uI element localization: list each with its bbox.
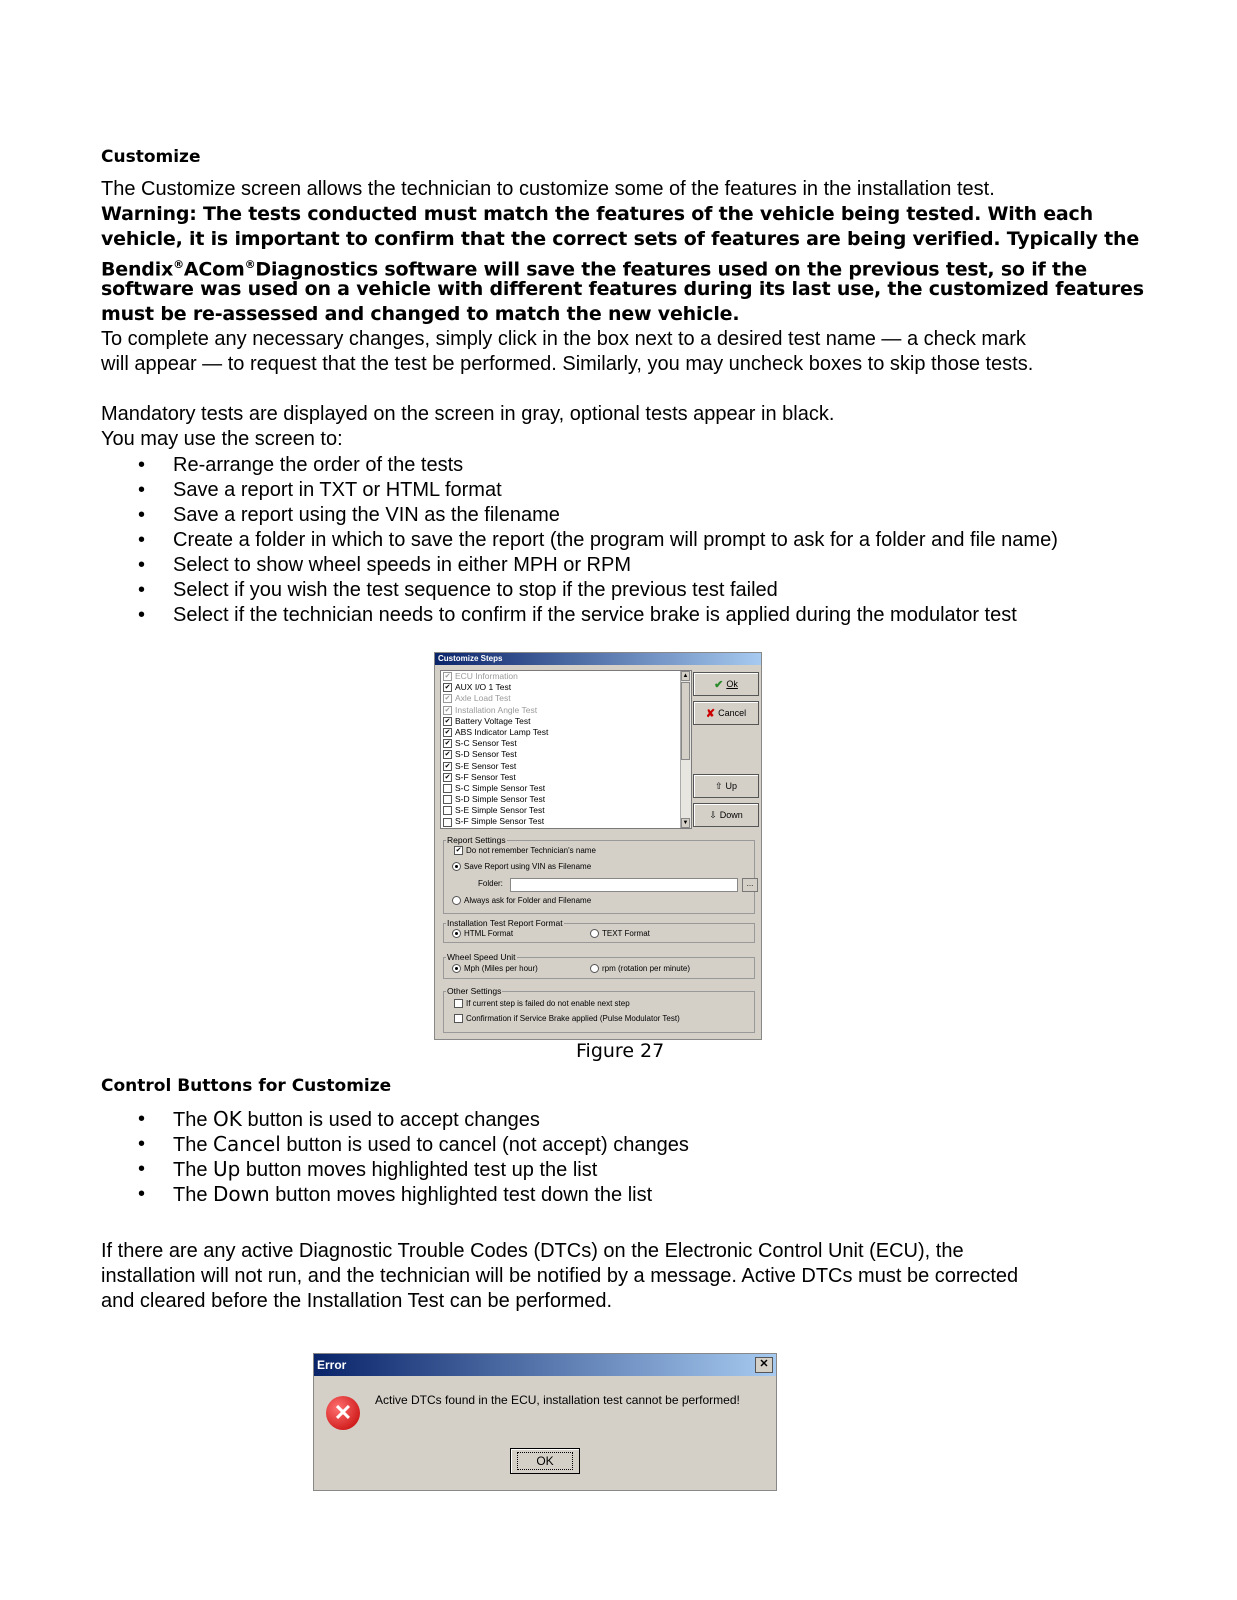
bullet-pre: The (173, 1184, 214, 1206)
dialog-title: Customize Steps (435, 653, 761, 665)
use-intro: You may use the screen to: (101, 428, 343, 450)
report-settings-group (443, 835, 755, 914)
x-icon: ✘ (705, 707, 716, 720)
checkbox-icon[interactable] (443, 795, 452, 804)
checkbox-checked-icon[interactable]: ✔ (444, 729, 451, 737)
warning-line-3-rest: Diagnostics software will save the features used on the previous test, so if the (255, 258, 1087, 281)
customize-steps-dialog (434, 652, 762, 1040)
checkbox-checked-icon[interactable]: ✔ (444, 762, 451, 770)
test-label: S-C Simple Sensor Test (455, 782, 546, 793)
down-button[interactable] (693, 803, 759, 827)
test-label: ECU Information (455, 671, 518, 681)
bullet-icon: • (138, 529, 146, 551)
radio-label: Save Report using VIN as Filename (464, 862, 592, 871)
dtc-line-2: installation will not run, and the technician will be notified by a message. Active DTCs must be corrected (101, 1265, 1019, 1287)
bullet-text (173, 1132, 689, 1158)
mandatory-note: Mandatory tests are displayed on the screen in gray, optional tests appear in black. (101, 403, 835, 425)
checkbox-checked-icon[interactable]: ✔ (444, 706, 451, 714)
bullet-icon: • (138, 1158, 146, 1180)
scroll-thumb[interactable] (681, 682, 690, 760)
group-legend: Other Settings (447, 986, 502, 996)
error-dialog-title (314, 1354, 776, 1376)
bullet-icon: • (138, 504, 146, 526)
checkbox-icon[interactable] (443, 784, 452, 793)
cancel-button[interactable] (693, 701, 759, 725)
test-list-item[interactable] (441, 727, 691, 738)
radio-icon (590, 929, 599, 938)
ok-label: Ok (726, 679, 738, 689)
other-settings-group (443, 986, 755, 1033)
test-label: Battery Voltage Test (455, 715, 531, 726)
close-icon[interactable]: ✕ (755, 1357, 773, 1373)
test-list-item[interactable] (441, 693, 691, 704)
bullet-text: Re-arrange the order of the tests (173, 454, 464, 476)
bullet-text (173, 1107, 540, 1133)
checkmark-icon: ✔ (714, 678, 724, 691)
html-format-radio[interactable] (452, 929, 513, 938)
complete-line-1: To complete any necessary changes, simply click in the box next to a desired test name — a check mark (101, 328, 1026, 350)
bullet-pre: The (173, 1134, 214, 1156)
bullet-icon: • (138, 554, 146, 576)
checkbox-label: Confirmation if Service Brake applied (Pulse Modulator Test) (466, 1014, 680, 1023)
checkbox-checked-icon[interactable]: ✔ (444, 773, 451, 781)
dtc-line-3: and cleared before the Installation Test can be performed. (101, 1290, 613, 1312)
stop-on-fail-checkbox[interactable] (452, 999, 630, 1008)
radio-label: Always ask for Folder and Filename (464, 896, 592, 905)
test-label: Axle Load Test (455, 693, 511, 704)
bullet-text: Select if the technician needs to confirm if the service brake is applied during the modulator test (173, 604, 1017, 626)
scroll-down-arrow-icon[interactable]: ▼ (682, 820, 689, 826)
group-legend: Report Settings (447, 835, 506, 845)
bullet-icon: • (138, 1108, 146, 1130)
text-format-radio[interactable] (590, 929, 650, 938)
test-list-item[interactable] (441, 705, 691, 716)
arrow-up-icon: ⇧ (714, 780, 723, 791)
bullet-text (173, 1182, 652, 1208)
radio-icon (452, 896, 461, 905)
button-name: OK (213, 1107, 242, 1131)
registered-mark: ® (244, 258, 256, 271)
test-label: ABS Indicator Lamp Test (455, 726, 549, 737)
checkbox-icon (454, 999, 463, 1008)
test-label: S-D Sensor Test (455, 749, 517, 760)
bullet-icon: • (138, 1183, 146, 1205)
test-list-item[interactable] (441, 761, 691, 772)
bullet-post: button moves highlighted test up the list (240, 1159, 598, 1181)
bullet-text: Save a report in TXT or HTML format (173, 479, 502, 501)
bullet-post: button is used to cancel (not accept) changes (280, 1134, 689, 1156)
arrow-down-icon: ⇩ (709, 809, 717, 820)
test-list-item[interactable] (441, 738, 691, 749)
up-label: Up (725, 781, 738, 791)
checkbox-checked-icon[interactable]: ✔ (444, 673, 451, 681)
test-list-item[interactable] (441, 671, 691, 682)
group-legend: Installation Test Report Format (447, 918, 563, 928)
test-label: AUX I/O 1 Test (455, 682, 512, 693)
radio-selected-icon (452, 929, 461, 938)
bullet-text: Select if you wish the test sequence to stop if the previous test failed (173, 579, 778, 601)
checkbox-icon (454, 1014, 463, 1023)
checkbox-label: If current step is failed do not enable next step (466, 999, 630, 1008)
ok-button[interactable] (693, 672, 759, 696)
test-label: S-E Sensor Test (455, 760, 517, 771)
checkbox-checked-icon[interactable]: ✔ (444, 740, 451, 748)
bullet-pre: The (173, 1159, 214, 1181)
test-label: S-D Simple Sensor Test (455, 794, 546, 805)
checkbox-label: Do not remember Technician's name (466, 846, 596, 855)
mph-radio[interactable] (452, 964, 538, 973)
checkbox-checked-icon[interactable]: ✔ (444, 684, 451, 692)
test-list-item[interactable] (441, 716, 691, 727)
registered-mark: ® (173, 258, 184, 271)
warning-line-1: Warning: The tests conducted must match the features of the vehicle being tested. With each (101, 203, 1093, 225)
bullet-text: Select to show wheel speeds in either MPH or RPM (173, 554, 631, 576)
test-list[interactable] (440, 670, 692, 829)
radio-selected-icon (452, 964, 461, 973)
scroll-up-arrow-icon[interactable]: ▲ (682, 673, 689, 679)
up-button[interactable] (693, 774, 759, 798)
brand-acom: ACom (183, 258, 245, 281)
test-label: S-F Sensor Test (455, 771, 516, 782)
brand-bendix: Bendix (101, 258, 174, 281)
list-scrollbar[interactable] (680, 671, 691, 828)
bullet-icon: • (138, 579, 146, 601)
wheel-speed-group (443, 952, 755, 979)
bullet-post: button moves highlighted test down the list (269, 1184, 653, 1206)
test-list-item[interactable] (441, 794, 691, 805)
checkbox-icon[interactable] (443, 818, 452, 827)
warning-line-2: vehicle, it is important to confirm that the correct sets of features are being verified. Typically the (101, 228, 1140, 250)
bullet-icon: • (138, 1133, 146, 1155)
radio-label: rpm (rotation per minute) (602, 964, 691, 973)
bullet-text (173, 1157, 597, 1183)
test-list-item[interactable] (441, 816, 691, 827)
intro-paragraph: The Customize screen allows the technician to customize some of the features in the installation test. (101, 178, 995, 200)
section-heading-customize: Customize (101, 147, 201, 167)
error-title-text: Error (317, 1358, 347, 1372)
figure-caption: Figure 27 (576, 1040, 665, 1062)
error-dialog (313, 1353, 777, 1491)
test-label: S-C Sensor Test (455, 738, 517, 749)
cancel-label: Cancel (718, 708, 747, 718)
folder-input[interactable] (510, 878, 738, 892)
checkbox-checked-icon[interactable]: ✔ (444, 717, 451, 725)
test-list-item[interactable] (441, 749, 691, 760)
bullet-icon: • (138, 454, 146, 476)
radio-label: Mph (Miles per hour) (464, 964, 538, 973)
test-list-item[interactable] (441, 772, 691, 783)
test-list-item[interactable] (441, 682, 691, 693)
test-label: Installation Angle Test (455, 704, 538, 715)
error-message: Active DTCs found in the ECU, installation test cannot be performed! (375, 1393, 740, 1407)
browse-button[interactable]: ... (742, 878, 758, 892)
test-label: S-E Simple Sensor Test (455, 805, 545, 816)
checkbox-icon[interactable] (443, 806, 452, 815)
checkbox-checked-icon[interactable]: ✔ (444, 695, 451, 703)
save-vin-radio[interactable] (452, 862, 591, 871)
bullet-icon: • (138, 479, 146, 501)
ok-label: OK (517, 1452, 572, 1470)
confirm-brake-checkbox[interactable] (452, 1014, 680, 1023)
test-label: S-F Simple Sensor Test (455, 816, 545, 827)
test-list-item[interactable] (441, 783, 691, 794)
button-name: Cancel (213, 1132, 281, 1156)
report-format-group (443, 918, 755, 943)
test-list-item[interactable] (441, 805, 691, 816)
bullet-post: button is used to accept changes (241, 1109, 540, 1131)
bullet-text: Create a folder in which to save the report (the program will prompt to ask for a folder and file name) (173, 529, 1058, 551)
checkbox-checked-icon: ✔ (455, 847, 462, 854)
group-legend: Wheel Speed Unit (447, 952, 516, 962)
button-name: Up (213, 1157, 241, 1181)
warning-line-4: software was used on a vehicle with different features during its last use, the customized features (101, 278, 1144, 300)
button-name: Down (213, 1182, 270, 1206)
radio-label: HTML Format (464, 929, 514, 938)
rpm-radio[interactable] (590, 964, 690, 973)
bullet-icon: • (138, 604, 146, 626)
folder-label: Folder: (478, 879, 503, 888)
radio-icon (590, 964, 599, 973)
error-ok-button[interactable] (510, 1448, 580, 1474)
dtc-line-1: If there are any active Diagnostic Trouble Codes (DTCs) on the Electronic Control Unit (ECU), the (101, 1240, 964, 1262)
warning-line-5: must be re-assessed and changed to match the new vehicle. (101, 303, 740, 325)
error-icon: ✕ (326, 1396, 360, 1430)
remember-checkbox[interactable] (452, 846, 596, 855)
radio-label: TEXT Format (602, 929, 650, 938)
down-label: Down (719, 810, 743, 820)
complete-line-2: will appear — to request that the test be performed. Similarly, you may uncheck boxes to skip those tests. (101, 353, 1034, 375)
bullet-text: Save a report using the VIN as the filename (173, 504, 560, 526)
checkbox-checked-icon[interactable]: ✔ (444, 751, 451, 759)
bullet-pre: The (173, 1109, 214, 1131)
section-heading-control-buttons: Control Buttons for Customize (101, 1076, 392, 1096)
radio-selected-icon (452, 862, 461, 871)
always-ask-radio[interactable] (452, 896, 591, 905)
